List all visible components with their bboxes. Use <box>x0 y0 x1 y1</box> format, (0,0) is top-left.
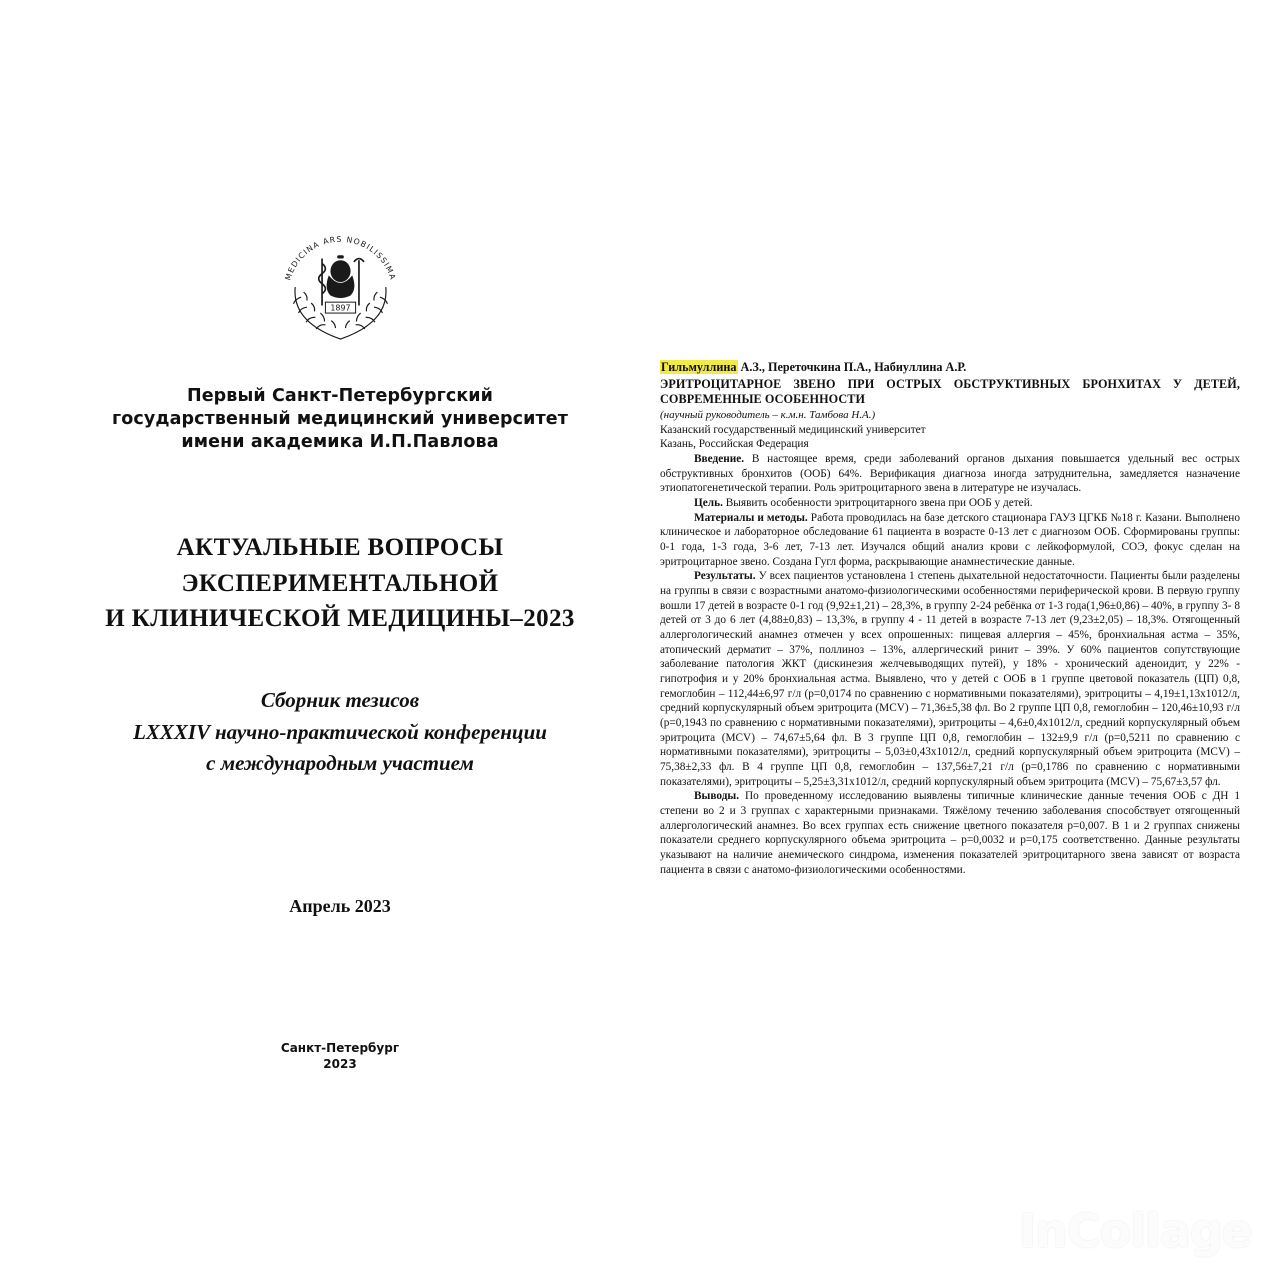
abstract-aim <box>660 496 1240 511</box>
abstract-aim-text: Выявить особенности эритроцитарного звена при ООБ у детей. <box>722 497 1033 510</box>
page-subtitle-line2: LXXXIV научно-практической конференции <box>133 719 547 744</box>
svg-text:MEDICINA ARS NOBILISSIMA: MEDICINA ARS NOBILISSIMA <box>282 234 398 282</box>
abstract-authors <box>660 360 1240 376</box>
abstract-introduction-text: В настоящее время, среди заболеваний органов дыхания повышается удельный вес острых обструктивных бронхитов (ООБ) 64%. Верификация диагноза иногда затруднительна, замедляется назначение этиопатогенетической терапии. Роль эритроцитарного звена в литературе не изучалась. <box>660 453 1240 495</box>
abstract-supervisor: (научный руководитель – к.м.н. Тамбова Н.А.) <box>660 409 876 422</box>
svg-text:1897: 1897 <box>329 303 351 313</box>
page-title-line3: И КЛИНИЧЕСКОЙ МЕДИЦИНЫ–2023 <box>105 605 575 632</box>
abstract-introduction-label: Введение. <box>694 453 745 465</box>
abstract-conclusion-label: Выводы. <box>694 790 740 803</box>
emblem-container <box>40 225 640 360</box>
page-title <box>40 530 640 637</box>
abstract-page <box>660 360 1240 877</box>
abstract-conclusion <box>660 789 1240 877</box>
abstract-conclusion-text: По проведенному исследованию выявлены типичные клинические данные течения ООБ с ДН 1 степени во 2 и 3 группах с характерными признаками. Тяжёлому течению заболевания способствует отягощенный аллергологический анамнез. Во всех группах есть снижение цветного показателя р=0,007. В 1 и 2 группах снижены показатели среднего корпускулярного объема эритроцита – р=0,0032 и р=0,175 соответственно. Данные результаты указывают на наличие анемического синдрома, изменения показателей эритроцитарного звена зависят от возраста пациента в связи с анатомо-физиологическими особенностями. <box>660 790 1240 876</box>
abstract-results <box>660 569 1240 789</box>
page-title-line1: АКТУАЛЬНЫЕ ВОПРОСЫ <box>176 534 504 561</box>
university-emblem-icon <box>273 225 408 355</box>
publication-place <box>40 1040 640 1072</box>
cover-page <box>40 30 640 1250</box>
highlighted-author: Гильмуллина <box>661 360 737 374</box>
abstract-aim-label: Цель. <box>694 497 723 510</box>
abstract-city: Казань, Российская Федерация <box>660 438 809 451</box>
university-name-line2: государственный медицинский университет <box>112 409 568 430</box>
page-title-line2: ЭКСПЕРИМЕНТАЛЬНОЙ <box>181 569 499 597</box>
watermark: InCollage <box>1019 1204 1252 1258</box>
publication-city: Санкт-Петербург <box>280 1041 400 1055</box>
abstract-results-label: Результаты. <box>694 570 756 583</box>
abstract-authors-rest: А.З., Переточкина П.А., Набиуллина А.Р. <box>737 360 967 374</box>
publication-date: Апрель 2023 <box>289 896 391 916</box>
university-name-line3: имени академика И.П.Павлова <box>181 432 499 453</box>
abstract-methods-text: Работа проводилась на базе детского стационара ГАУЗ ЦГКБ №18 г. Казани. Выполнено клиническое и лабораторное обследование 61 пациента в возрасте 0-13 лет с диагнозом ООБ. Сформированы группы: 0-1 года, 1-3 года, 3-6 лет, 7-13 лет. Изучался общий анализ крови с лейкоформулой, СОЭ, фокус сделан на эритроцитарное звено. Создана Гугл форма, раскрывающие анамнестические данные. <box>660 511 1240 568</box>
abstract-introduction <box>660 452 1240 496</box>
page-subtitle-line3: с международным участием <box>206 751 474 775</box>
abstract-title: ЭРИТРОЦИТАРНОЕ ЗВЕНО ПРИ ОСТРЫХ ОБСТРУКТИВНЫХ БРОНХИТАХ У ДЕТЕЙ, СОВРЕМЕННЫЕ ОСОБЕННОСТИ <box>660 376 1240 407</box>
publication-year: 2023 <box>323 1057 357 1072</box>
abstract-methods <box>660 511 1240 570</box>
page-subtitle-line1: Сборник тезисов <box>260 688 420 712</box>
page-subtitle <box>40 685 640 780</box>
university-name <box>40 385 640 454</box>
university-name-line1: Первый Санкт-Петербургский <box>186 386 494 406</box>
abstract-results-text: У всех пациентов установлена 1 степень дыхательной недостаточности. Пациенты были разделены на группы в связи с возрастными анатомо-физиологическими особенностями периферической крови. В первую группу вошли 17 детей в возрасте 0-1 год (9,92±1,21) – 28,3%, в группу 2-24 ребёнка от 1-3 года(1,96±0,86) – 40%, в группу 3- 8 детей от 3 до 6 лет (4,88±0,83) – 13,3%, в группу 4 - 11 детей в возрасте 7-13 лет (9,23±2,05) – 18,3%. Отягощенный аллергологический анамнез отмечен у всех опрошенных: пищевая аллергия – 45%, бронхиальная астма – 35%, атопический дерматит – 37%, поллиноз – 13%, аллергический ринит – 39%. У 60% пациентов сопутствующие заболевание патология ЖКТ (дискинезия желчевыводящих путей), у 18% - хронический аденоидит, у 22% - гипотрофия и у 20% бронхиальная астма. Выявлено, что у детей с ООБ в 1 группе цветовой показатель (ЦП) 0,8, гемоглобин – 112,44±6,97 г/л (р=0,0174 по сравнению с нормативными показателями), эритроциты – 4,19±1,13х1012/л, средний корпускулярный объем эритроцита (MCV) – 71,36±5,38 фл. Во 2 группе ЦП 0,8, гемоглобин – 120,46±10,93 г/л (р=0,1943 по сравнению с нормативными показателями), эритроциты – 4,6±0,4х1012/л, средний корпускулярный объем эритроцита (MCV) – 74,67±5,64 фл. В 3 группе ЦП 0,8, гемоглобин – 132±9,9 г/л (р=0,5211 по сравнению с нормативными показателями), эритроциты – 5,03±0,43х1012/л, средний корпускулярный объем эритроцита (MCV) – 75,38±2,33 фл. В 4 группе ЦП 0,8, гемоглобин – 137,56±7,21 г/л (р=0,1786 по сравнению с нормативными показателями), эритроциты – 5,25±3,31х1012/л, средний корпускулярный объем эритроцита (MCV) – 75,67±3,57 фл. <box>660 570 1240 788</box>
abstract-methods-label: Материалы и методы. <box>694 511 808 524</box>
abstract-affiliation: Казанский государственный медицинский университет <box>660 423 926 436</box>
